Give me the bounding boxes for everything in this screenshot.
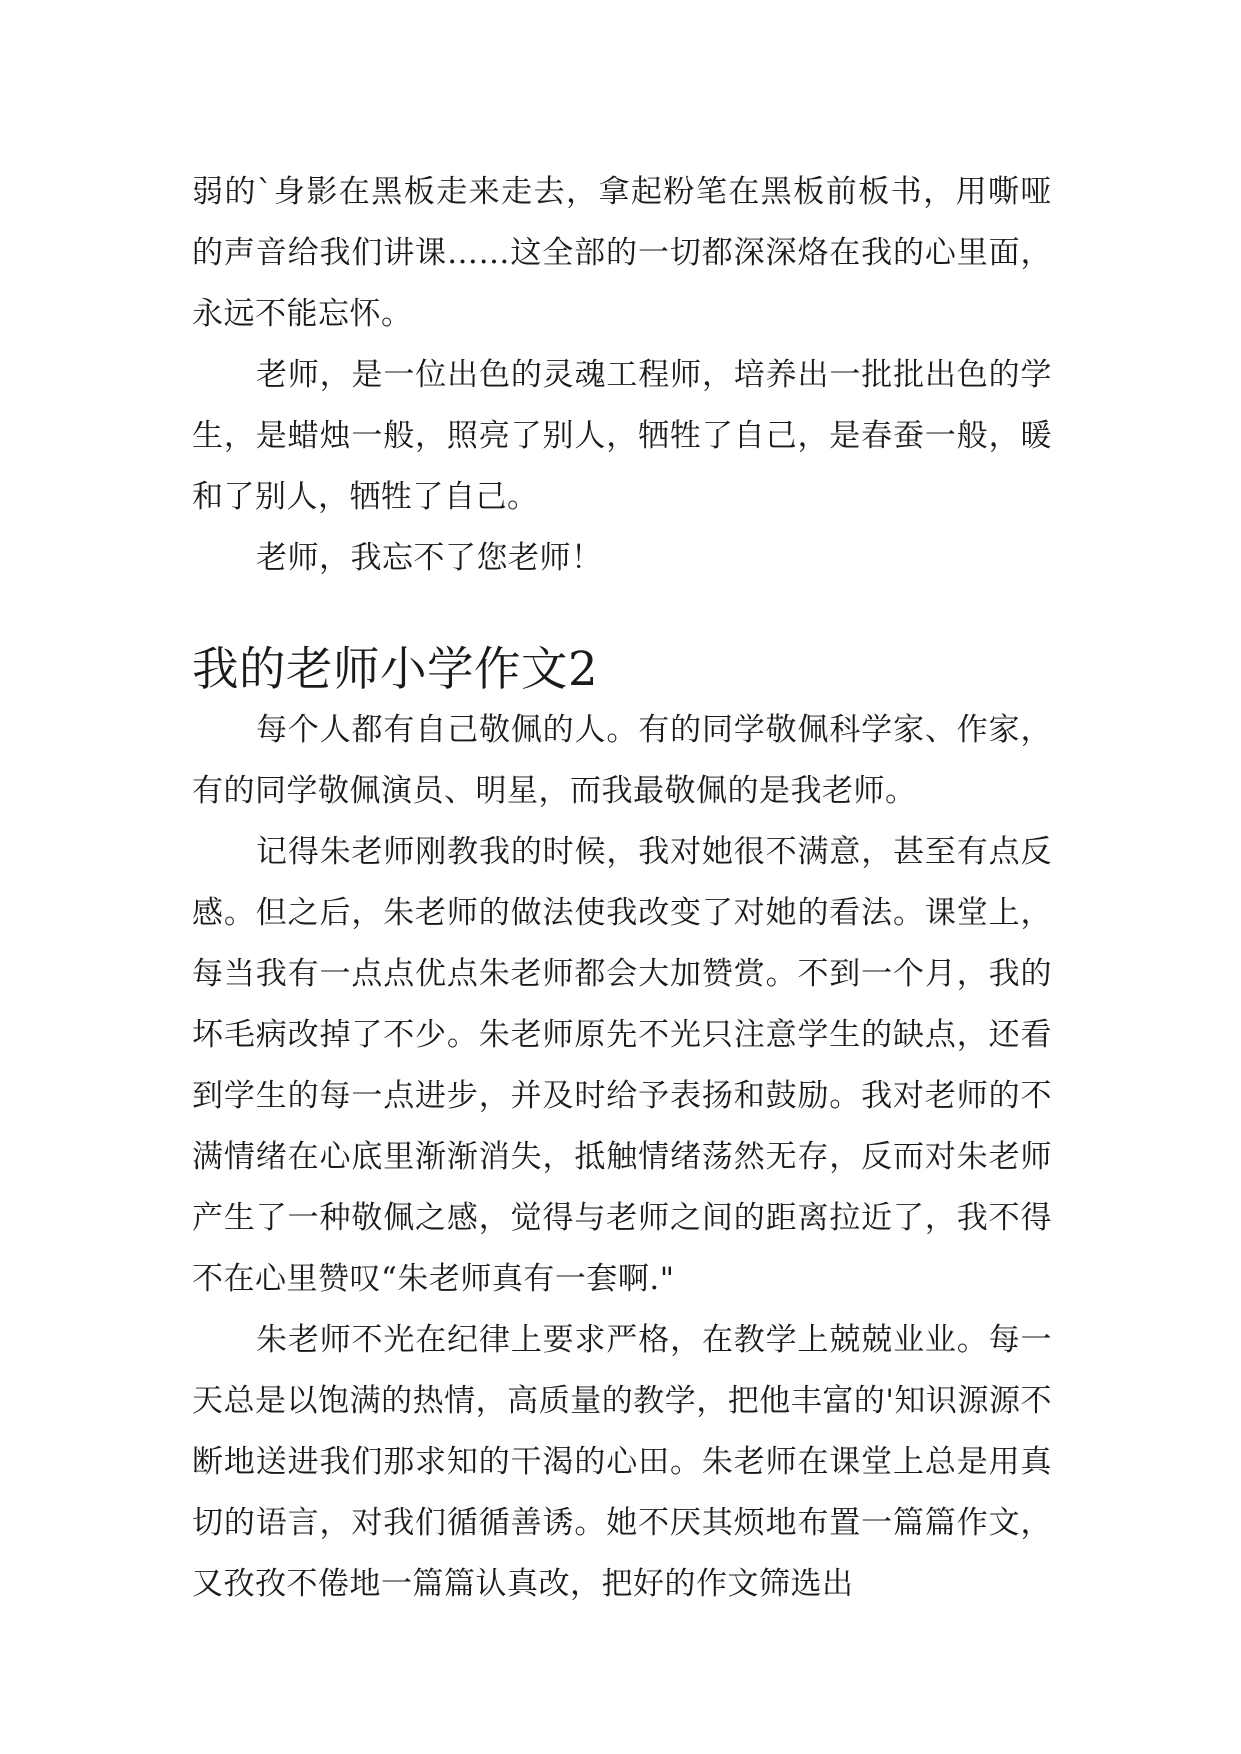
paragraph-teacher-engineer: 老师，是一位出色的灵魂工程师，培养出一批批出色的学生，是蜡烛一般，照亮了别人，牺牲了自己，是春蚕一般，暖和了别人，牺牲了自己。 [192,357,1052,515]
paragraph-admire: 每个人都有自己敬佩的人。有的同学敬佩科学家、作家，有的同学敬佩演员、明星，而我最敬佩的是我老师。 [192,712,1052,809]
section-title: 我的老师小学作文2 [192,642,599,696]
paragraph-teaching: 朱老师不光在纪律上要求严格，在教学上兢兢业业。每一天总是以饱满的热情，高质量的教学，把他丰富的'知识源源不断地送进我们那求知的干渴的心田。朱老师在课堂上总是用真切的语言，对我们循循善诱。她不厌其烦地布置一篇篇作文，又孜孜不倦地一篇篇认真改，把好的作文筛选出 [192,1322,1052,1602]
paragraph-continuation: 弱的`身影在黑板走来走去，拿起粉笔在黑板前板书，用嘶哑的声音给我们讲课……这全部的一切都深深烙在我的心里面，永远不能忘怀。 [192,174,1052,332]
paragraph-cannot-forget: 老师，我忘不了您老师！ [256,540,603,576]
paragraph-teacher-zhu: 记得朱老师刚教我的时候，我对她很不满意，甚至有点反感。但之后，朱老师的做法使我改变了对她的看法。课堂上，每当我有一点点优点朱老师都会大加赞赏。不到一个月，我的坏毛病改掉了不少。朱老师原先不光只注意学生的缺点，还看到学生的每一点进步，并及时给予表扬和鼓励。我对老师的不满情绪在心底里渐渐消失，抵触情绪荡然无存，反而对朱老师产生了一种敬佩之感，觉得与老师之间的距离拉近了，我不得不在心里赞叹“朱老师真有一套啊." [192,834,1052,1297]
document-body [192,162,1052,1615]
